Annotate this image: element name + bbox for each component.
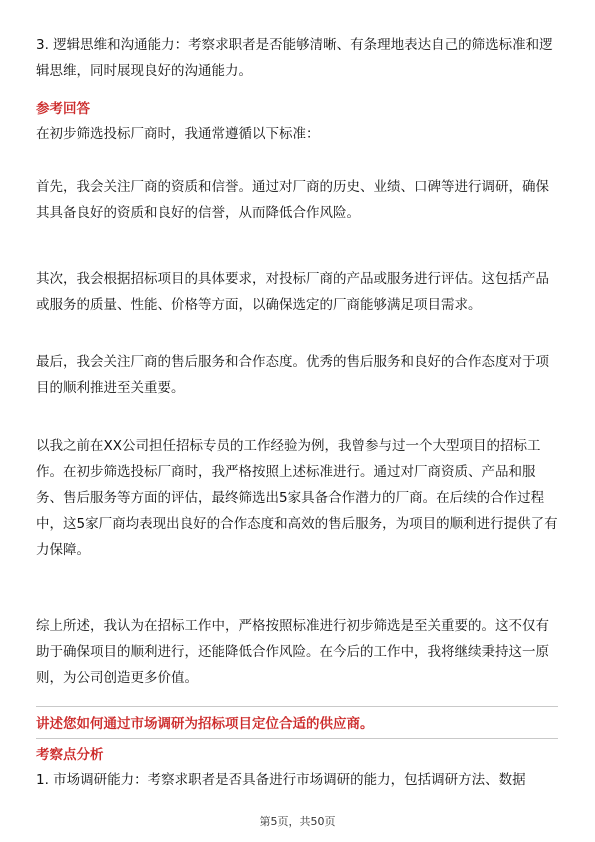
section-divider — [36, 738, 558, 739]
answer-paragraph-summary: 综上所述，我认为在招标工作中，严格按照标准进行初步筛选是至关重要的。这不仅有助于确保项目的顺利进行，还能降低合作风险。在今后的工作中，我将继续秉持这一原则，为公司创造更多价值。 — [36, 618, 549, 686]
answer-paragraph-second: 其次，我会根据招标项目的具体要求，对投标厂商的产品或服务进行评估。这包括产品或服务的质量、性能、价格等方面，以确保选定的厂商能够满足项目需求。 — [36, 271, 549, 313]
analysis-heading: 考察点分析 — [36, 747, 104, 763]
section-divider — [36, 706, 558, 707]
answer-paragraph-example: 以我之前在XX公司担任招标专员的工作经验为例，我曾参与过一个大型项目的招标工作。在初步筛选投标厂商时，我严格按照上述标准进行。通过对厂商资质、产品和服务、售后服务等方面的评估，最终筛选出5家具备合作潜力的厂商。在后续的合作过程中，这5家厂商均表现出良好的合作态度和高效的售后服务，为项目的顺利进行提供了有力保障。 — [36, 438, 558, 558]
question-title: 讲述您如何通过市场调研为招标项目定位合适的供应商。 — [36, 716, 374, 732]
answer-paragraph-intro: 在初步筛选投标厂商时，我通常遵循以下标准： — [36, 126, 320, 142]
criterion-item-3: 3. 逻辑思维和沟通能力：考察求职者是否能够清晰、有条理地表达自己的筛选标准和逻辑思维，同时展现良好的沟通能力。 — [36, 37, 553, 79]
answer-paragraph-last: 最后，我会关注厂商的售后服务和合作态度。优秀的售后服务和良好的合作态度对于项目的顺利推进至关重要。 — [36, 354, 549, 396]
analysis-item-1: 1. 市场调研能力：考察求职者是否具备进行市场调研的能力，包括调研方法、数据 — [36, 772, 526, 788]
answer-paragraph-first: 首先，我会关注厂商的资质和信誉。通过对厂商的历史、业绩、口碑等进行调研，确保其具备良好的资质和良好的信誉，从而降低合作风险。 — [36, 179, 549, 221]
page-footer: 第5页，共50页 — [259, 815, 336, 828]
answer-heading: 参考回答 — [36, 101, 90, 117]
